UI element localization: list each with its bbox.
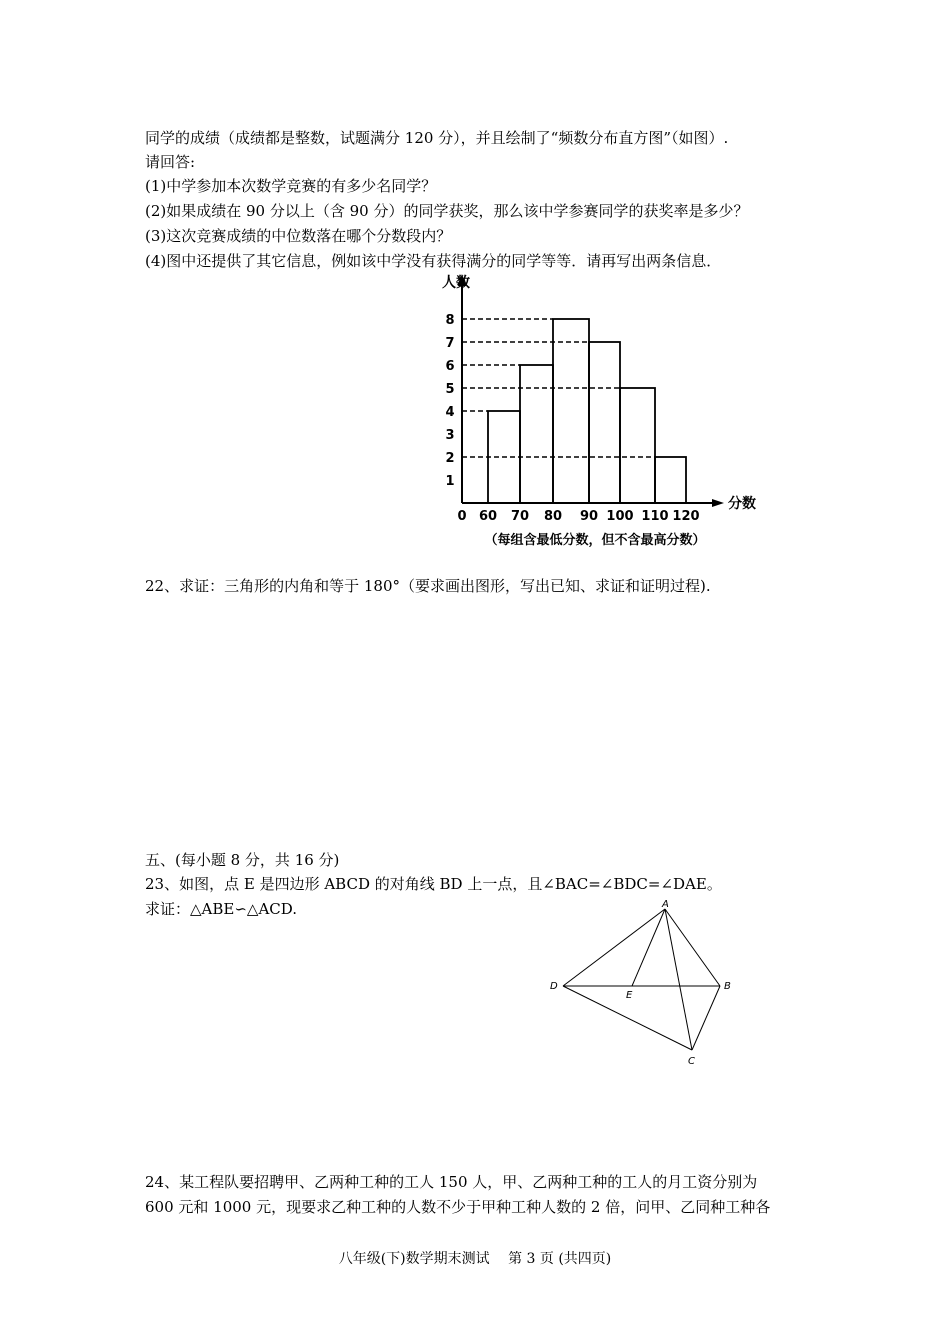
q21-sub1: (1)中学参加本次数学竞赛的有多少名同学？	[145, 177, 437, 195]
q24-line2: 600 元和 1000 元，现要求乙种工种的人数不少于甲种工种人数的 2 倍，问甲、乙同种工种各	[145, 1198, 771, 1216]
q21-sub3: (3)这次竞赛成绩的中位数落在哪个分数段内？	[145, 227, 452, 245]
y-tick-label-4: 4	[445, 405, 455, 420]
x-tick-label-120: 120	[672, 509, 700, 524]
y-tick-label-6: 6	[445, 359, 455, 374]
histogram-bar-100-110	[620, 388, 655, 503]
y-tick-label-2: 2	[445, 451, 455, 466]
x-tick-label-90: 90	[579, 509, 599, 524]
histogram-bar-110-120	[655, 457, 686, 503]
histogram-bar-80-90	[553, 319, 589, 503]
histogram-bar-70-80	[520, 365, 553, 503]
q23-line2: 求证：△ABE∽△ACD.	[145, 900, 298, 918]
y-tick-label-3: 3	[445, 428, 455, 443]
label-b: B	[724, 981, 731, 992]
histogram-note: （每组含最低分数，但不含最高分数）	[484, 533, 706, 548]
section5-heading: 五、(每小题 8 分，共 16 分)	[145, 851, 340, 869]
y-tick-label-5: 5	[445, 382, 455, 397]
q22-text: 22、求证：三角形的内角和等于 180°（要求画出图形，写出已知、求证和证明过程).	[145, 577, 711, 595]
q21-sub4: (4)图中还提供了其它信息，例如该中学没有获得满分的同学等等．请再写出两条信息．	[145, 252, 722, 270]
frequency-histogram	[440, 270, 780, 555]
y-tick-label-7: 7	[445, 336, 455, 351]
label-e: E	[626, 990, 633, 1001]
label-c: C	[688, 1056, 695, 1067]
x-axis-arrow	[712, 499, 724, 507]
label-d: D	[550, 981, 558, 992]
q21-prompt: 请回答:	[145, 153, 196, 171]
segment-ab	[665, 909, 720, 986]
y-tick-label-8: 8	[445, 313, 455, 328]
y-axis-title: 人数	[442, 275, 470, 291]
x-axis-title: 分数	[728, 496, 756, 512]
q21-sub2: (2)如果成绩在 90 分以上（含 90 分）的同学获奖，那么该中学参赛同学的获奖率是多少？	[145, 202, 749, 220]
segment-bc	[692, 986, 720, 1050]
q24-line1: 24、某工程队要招聘甲、乙两种工种的工人 150 人，甲、乙两种工种的工人的月工资分别为	[145, 1173, 758, 1191]
quadrilateral-figure	[540, 898, 740, 1073]
segment-ad	[563, 909, 665, 986]
x-tick-label-60: 60	[478, 509, 498, 524]
segment-ac	[665, 909, 692, 1050]
segment-ae	[632, 909, 665, 986]
page-footer: 八年级(下)数学期末测试 第 3 页 (共四页)	[338, 1251, 612, 1267]
label-a: A	[662, 899, 669, 910]
histogram-bar-90-100	[589, 342, 620, 503]
origin-label: 0	[457, 509, 467, 524]
q23-line1: 23、如图，点 E 是四边形 ABCD 的对角线 BD 上一点，且∠BAC=∠BDC=∠DAE。	[145, 875, 722, 893]
y-tick-label-1: 1	[445, 474, 455, 489]
x-tick-label-80: 80	[543, 509, 563, 524]
x-tick-label-110: 110	[641, 509, 669, 524]
q21-intro-line: 同学的成绩（成绩都是整数，试题满分 120 分），并且绘制了“频数分布直方图”（如图）.	[145, 129, 729, 147]
x-tick-label-70: 70	[510, 509, 530, 524]
x-tick-label-100: 100	[606, 509, 634, 524]
